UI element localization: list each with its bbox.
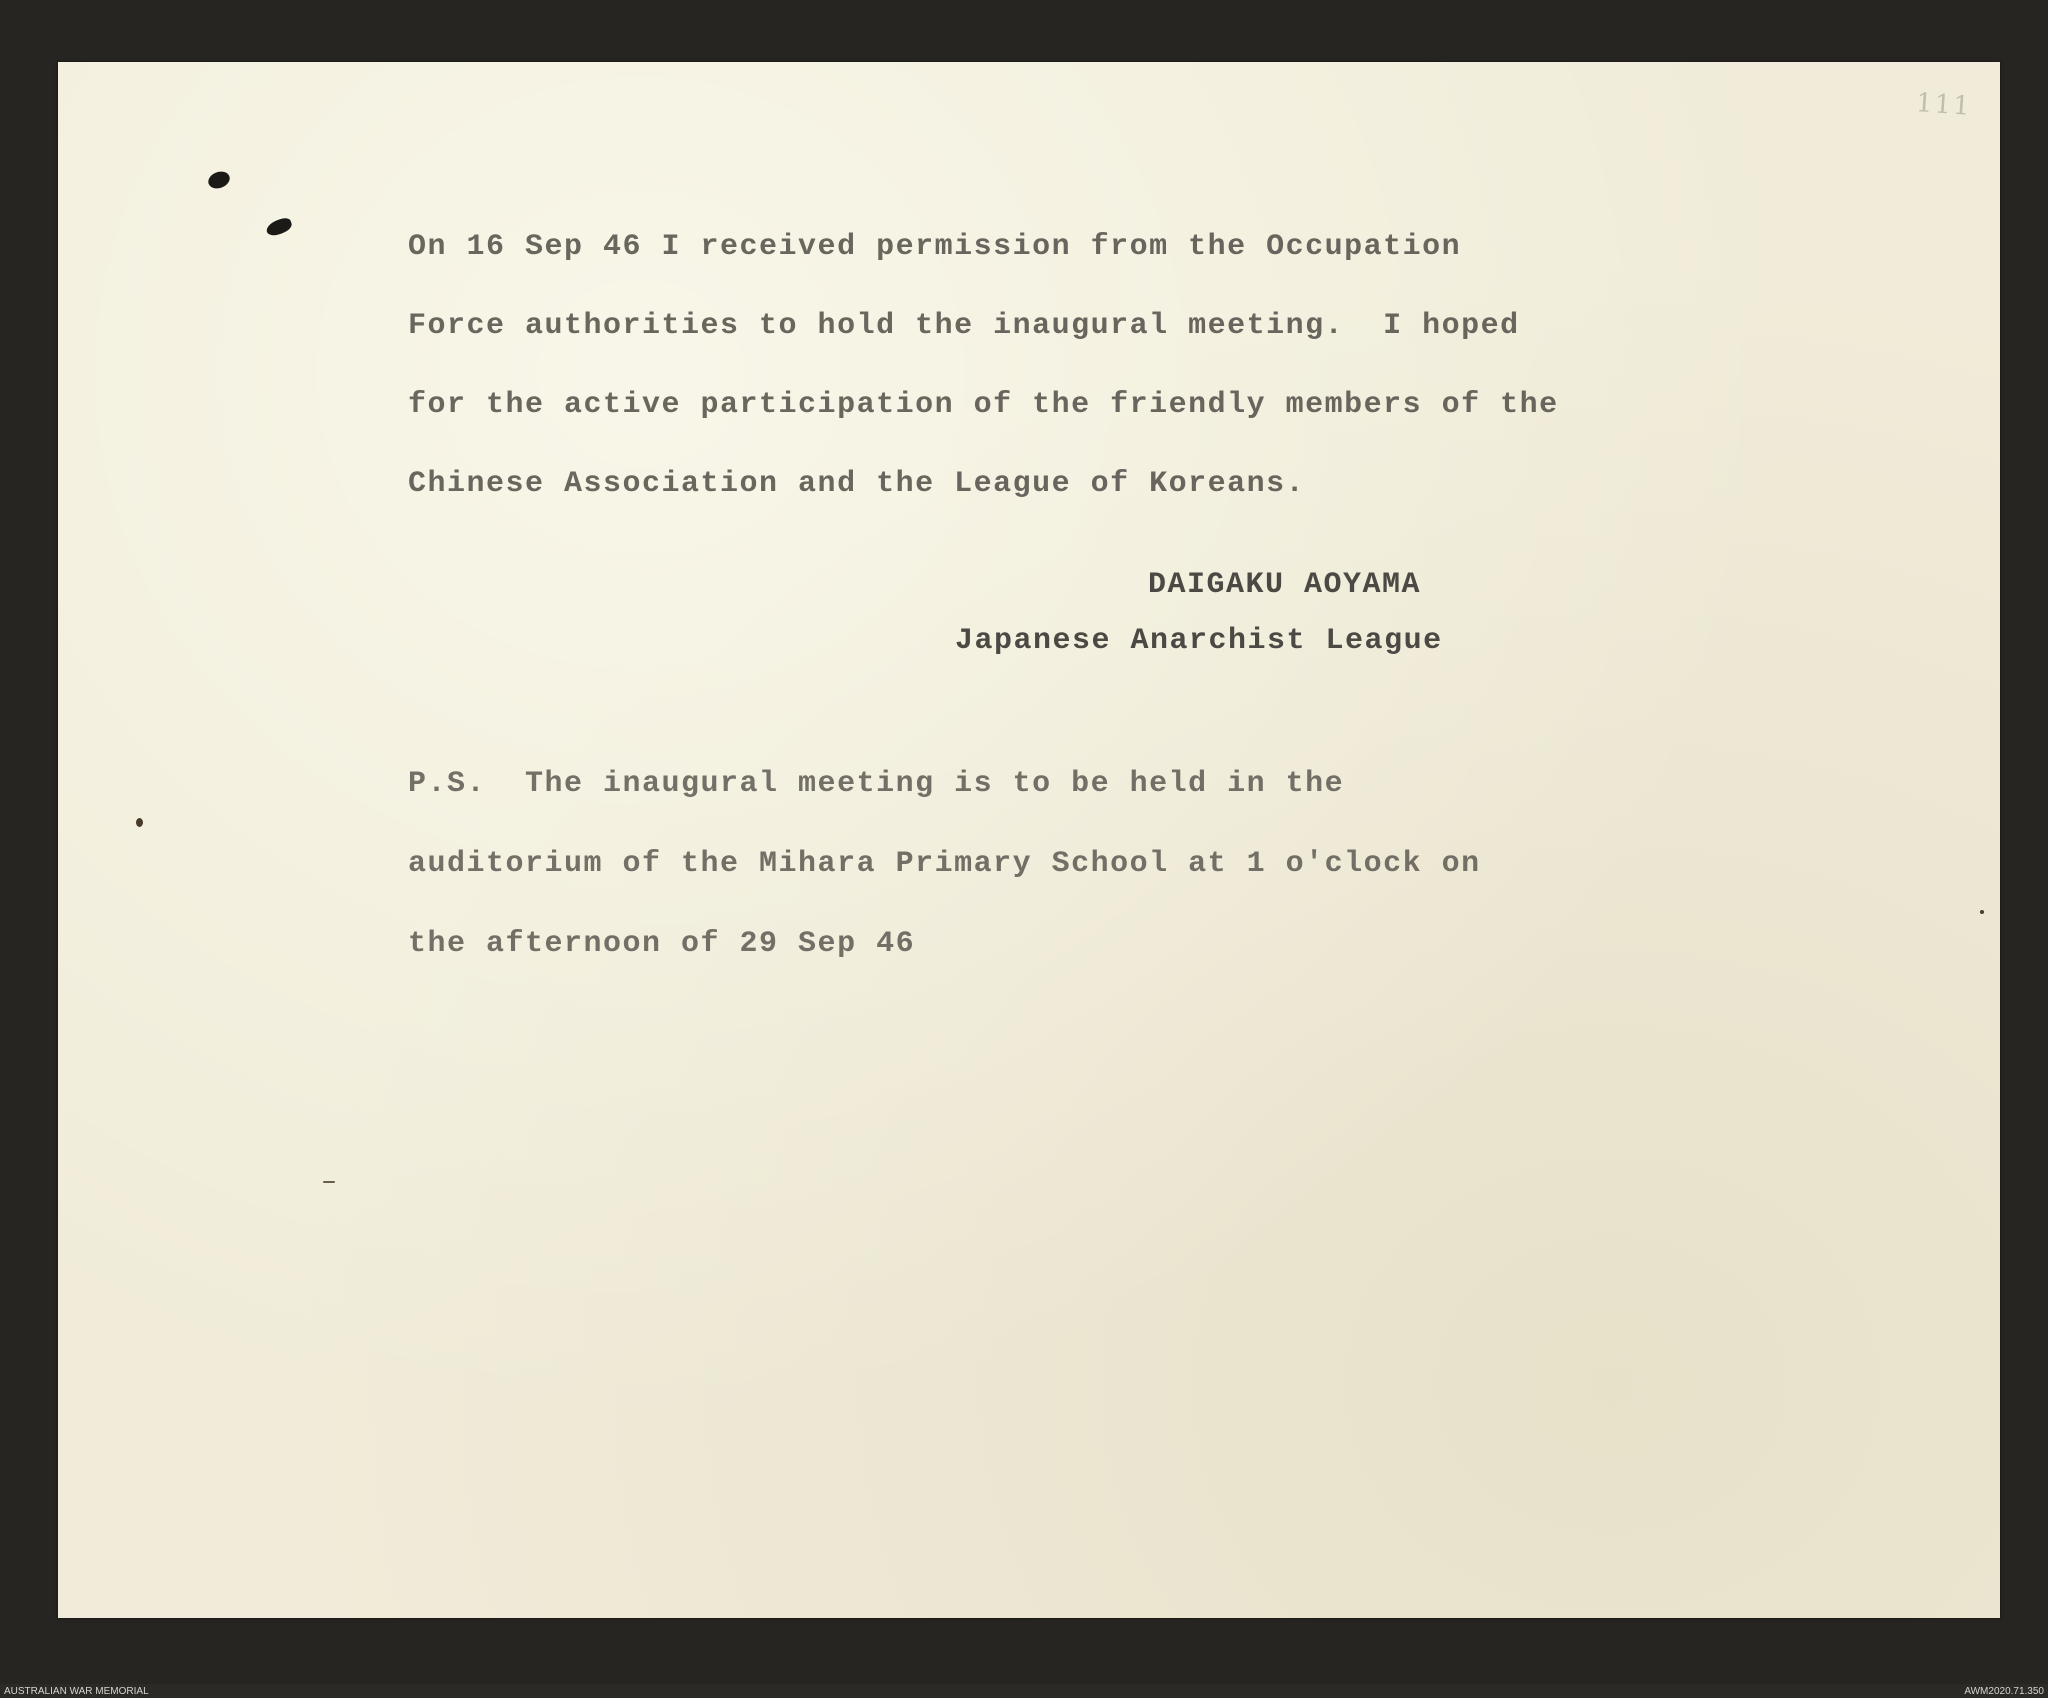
- postscript: [408, 744, 1481, 984]
- paper-speck: [136, 818, 143, 827]
- body-line: for the active participation of the friendly members of the: [408, 388, 1559, 422]
- signature-name: DAIGAKU AOYAMA: [1148, 568, 1422, 602]
- pencil-mark: 111: [1915, 88, 1973, 122]
- letter-body: [408, 208, 1559, 524]
- body-line: Force authorities to hold the inaugural meeting. I hoped: [408, 309, 1520, 343]
- body-line: Chinese Association and the League of Koreans.: [408, 467, 1306, 501]
- postscript-line: P.S. The inaugural meeting is to be held in the: [408, 767, 1345, 801]
- postscript-line: auditorium of the Mihara Primary School at 1 o'clock on: [408, 847, 1481, 881]
- postscript-line: the afternoon of 29 Sep 46: [408, 927, 916, 961]
- archive-credit: AUSTRALIAN WAR MEMORIAL: [4, 1686, 149, 1697]
- signature-organization: Japanese Anarchist League: [955, 624, 1443, 658]
- punch-hole: [206, 169, 232, 192]
- paper-speck: [1980, 910, 1984, 914]
- archive-reference: AWM2020.71.350: [1964, 1686, 2044, 1697]
- punch-hole: [264, 216, 293, 238]
- paper-speck: [323, 1181, 335, 1183]
- body-line: On 16 Sep 46 I received permission from the Occupation: [408, 230, 1462, 264]
